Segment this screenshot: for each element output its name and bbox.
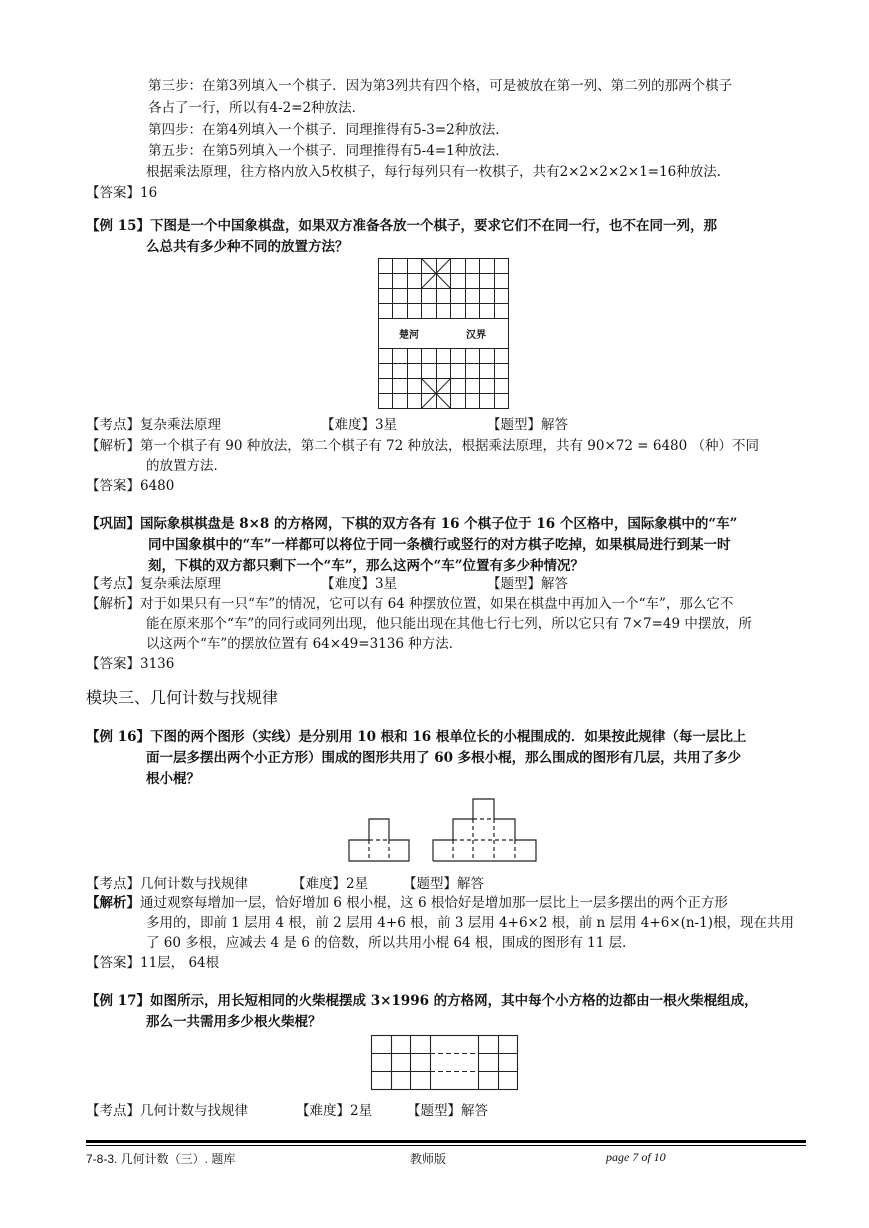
ex16-ans-tag: 【答案】 [86, 955, 140, 971]
ex17-tx-tag: 【题型】 [407, 1103, 461, 1119]
ex15-ans-tag: 【答案】 [86, 478, 140, 494]
ex17-kd-row [86, 1101, 248, 1121]
gonggu-tx-tag: 【题型】 [487, 576, 541, 592]
ex16-jx-tag: 【解析】 [86, 895, 140, 911]
gonggu-jx-row [86, 594, 733, 614]
ex15-jx1: 第一个棋子有 90 种放法，第二个棋子有 72 种放法，根据乘法原理，共有 90×72 = 6480 （种）不同 [140, 438, 760, 454]
footer-page: page 7 of 10 [606, 1150, 666, 1164]
ex16-jx-row [86, 893, 728, 913]
ex15-question-line1 [86, 216, 717, 236]
ex15-ans: 6480 [140, 478, 175, 494]
ex16-tx-tag: 【题型】 [403, 876, 457, 892]
ex16-label: 【例 16】 [86, 729, 150, 745]
ex15-question-line2: 么总共有多少种不同的放置方法？ [146, 239, 349, 255]
footer-rule-thick [86, 1140, 806, 1143]
ex17-nd-row [296, 1101, 372, 1121]
step4-line: 第四步：在第4列填入一个棋子．同理推得有5-3=2种放法． [148, 122, 509, 138]
gonggu-tx-row [487, 574, 568, 594]
ex16-jx1: 通过观察每增加一层，恰好增加 6 根小棍，这 6 根恰好是增加那一层比上一层多摆出的两个正方形 [140, 895, 728, 911]
ex15-jx2: 的放置方法． [146, 458, 227, 474]
footer-rule-thin [86, 1145, 806, 1146]
river-right-label: 汉界 [466, 330, 486, 341]
ex16-tx: 解答 [457, 876, 484, 892]
gonggu-nd: 3星 [375, 576, 398, 592]
gonggu-nd-tag: 【难度】 [321, 576, 375, 592]
chinese-chess-board [378, 258, 510, 410]
ex17-kd: 几何计数与找规律 [140, 1103, 248, 1119]
answer-value: 16 [140, 185, 158, 201]
ex15-q1: 下图是一个中国象棋盘，如果双方准备各放一个棋子，要求它们不在同一行，也不在同一列，那 [150, 218, 717, 234]
gonggu-kd-tag: 【考点】 [86, 576, 140, 592]
answer-row [86, 183, 157, 203]
gonggu-jx-tag: 【解析】 [86, 596, 140, 612]
ex17-question-line1 [86, 991, 758, 1011]
gonggu-line1 [86, 514, 737, 534]
gonggu-line3: 刻，下棋的双方都只剩下一个“车”，那么这两个“车”位置有多少种情况？ [148, 558, 585, 574]
ex17-nd: 2星 [350, 1103, 373, 1119]
ex17-question-line2: 那么一共需用多少根火柴棍？ [146, 1014, 322, 1030]
gonggu-kd-row [86, 574, 221, 594]
ex16-jx3: 了 60 多根，应减去 4 是 6 的倍数，所以共用小棍 64 根，围成的图形有 11 层． [146, 935, 636, 951]
ex16-ans: 11层， 64根 [140, 955, 220, 971]
conclusion-line: 根据乘法原理，往方格内放入5枚棋子，每行每列只有一枚棋子，共有2×2×2×2×1=16种放法． [146, 164, 731, 180]
gonggu-answer-row [86, 654, 174, 674]
stick-figure-two-layer [348, 818, 424, 862]
step3-line1: 第三步：在第3列填入一个棋子．因为第3列共有四个格，可是被放在第一列、第二列的那两个棋子 [148, 78, 733, 94]
ex15-tx: 解答 [541, 417, 568, 433]
ex16-q1: 下图的两个图形（实线）是分别用 10 根和 16 根单位长的小棍围成的．如果按此规律（每一层比上 [150, 729, 747, 745]
river-left-label: 楚河 [399, 330, 419, 341]
ex16-question-line3: 根小棍？ [146, 771, 200, 787]
gonggu-nd-row [321, 574, 397, 594]
module-title: 模块三、几何计数与找规律 [86, 688, 279, 707]
ex17-q1: 如图所示，用长短相同的火柴棍摆成 3×1996 的方格网，其中每个小方格的边都由一根火柴棍组成， [150, 993, 758, 1009]
gonggu-jx2: 能在原来那个“车”的同行或同列出现，他只能出现在其他七行七列，所以它只有 7×7=49 中摆放，所 [146, 616, 752, 632]
ex16-nd-row [292, 874, 368, 894]
ex15-tx-row [487, 415, 568, 435]
ex16-question-line1 [86, 727, 746, 747]
ex17-tx-row [407, 1101, 488, 1121]
ex16-nd: 2星 [346, 876, 369, 892]
stick-figure-three-layer [432, 798, 544, 862]
ex16-tx-row [403, 874, 484, 894]
ex15-tx-tag: 【题型】 [487, 417, 541, 433]
ex17-kd-tag: 【考点】 [86, 1103, 140, 1119]
gonggu-label: 【巩固】 [86, 516, 140, 532]
ex17-nd-tag: 【难度】 [296, 1103, 350, 1119]
gonggu-ans-tag: 【答案】 [86, 656, 140, 672]
gonggu-jx1: 对于如果只有一只“车”的情况，它可以有 64 种摆放位置，如果在棋盘中再加入一个“车”，那么它不 [140, 596, 734, 612]
ex17-label: 【例 17】 [86, 993, 150, 1009]
ex16-question-line2: 面一层多摆出两个小正方形）围成的图形共用了 60 多根小棍，那么围成的图形有几层，共用了多少 [146, 750, 742, 766]
ex16-answer-row [86, 953, 219, 973]
ex15-kd: 复杂乘法原理 [140, 417, 221, 433]
footer-center: 教师版 [410, 1152, 447, 1166]
gonggu-line2: 同中国象棋中的“车”一样都可以将位于同一条横行或竖行的对方棋子吃掉，如果棋局进行到某一时 [148, 537, 731, 553]
ex16-jx2: 多用的，即前 1 层用 4 根，前 2 层用 4+6 根，前 3 层用 4+6×2 根，前 n 层用 4+6×(n-1)根，现在共用 [146, 915, 794, 931]
ex17-tx: 解答 [461, 1103, 488, 1119]
ex16-kd-tag: 【考点】 [86, 876, 140, 892]
ex15-nd-row [321, 415, 397, 435]
ex15-jx-tag: 【解析】 [86, 438, 140, 454]
gonggu-ans: 3136 [140, 656, 175, 672]
matchstick-grid [371, 1035, 519, 1091]
gonggu-jx3: 以这两个“车”的摆放位置有 64×49=3136 种方法． [146, 636, 463, 652]
gonggu-tx: 解答 [541, 576, 568, 592]
footer-left: 7-8-3. 几何计数（三）. 题库 [86, 1152, 236, 1166]
ex15-answer-row [86, 476, 174, 496]
gonggu-q1: 国际象棋棋盘是 8×8 的方格网，下棋的双方各有 16 个棋子位于 16 个区格中，国际象棋中的“车” [140, 516, 738, 532]
ex15-label: 【例 15】 [86, 218, 150, 234]
gonggu-kd: 复杂乘法原理 [140, 576, 221, 592]
answer-tag: 【答案】 [86, 185, 140, 201]
ex16-kd: 几何计数与找规律 [140, 876, 248, 892]
ex15-nd: 3星 [375, 417, 398, 433]
ex16-nd-tag: 【难度】 [292, 876, 346, 892]
ex15-kd-tag: 【考点】 [86, 417, 140, 433]
step5-line: 第五步：在第5列填入一个棋子．同理推得有5-4=1种放法． [148, 143, 509, 159]
ex16-kd-row [86, 874, 248, 894]
step3-line2: 各占了一行，所以有4-2=2种放法． [148, 100, 366, 116]
ex15-nd-tag: 【难度】 [321, 417, 375, 433]
ex15-jx-row [86, 436, 759, 456]
ex15-meta-row [86, 415, 221, 435]
